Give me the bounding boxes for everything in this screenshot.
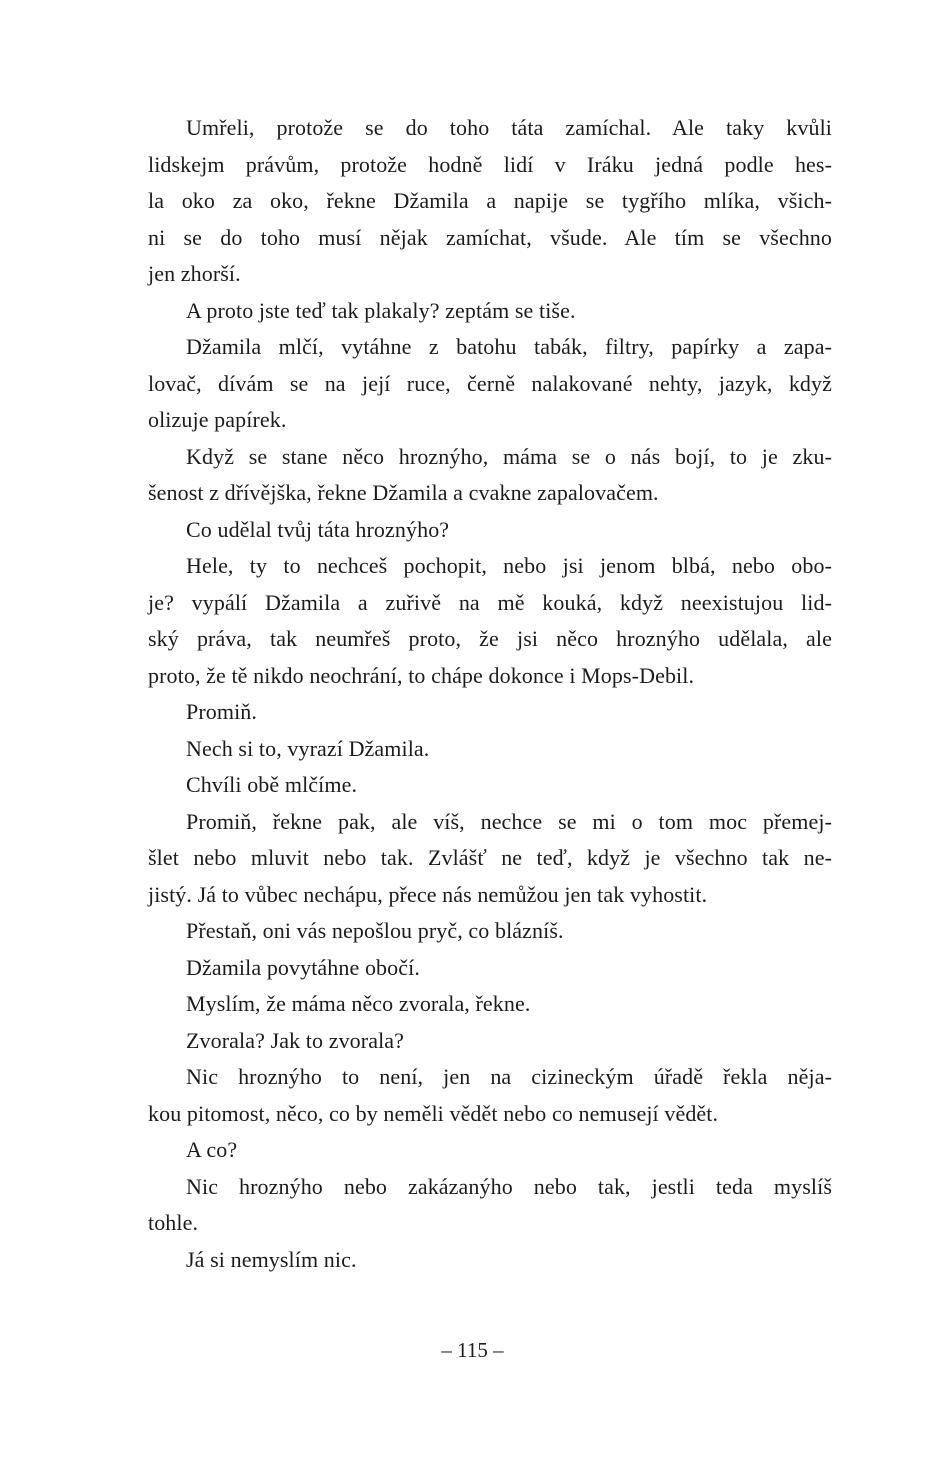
paragraph — [148, 731, 832, 768]
text-line: proto, že tě nikdo neochrání, to chápe dokonce i Mops-Debil. — [148, 662, 695, 688]
text-line: Nic hroznýho to není, jen na cizineckým úřadě řekla něja- — [186, 1064, 832, 1089]
text-line: Nic hroznýho nebo zakázanýho nebo tak, jestli teda myslíš — [186, 1173, 832, 1199]
text-line: lidskejm právům, protože hodně lidí v Iráku jedná podle hes- — [148, 151, 832, 177]
text-line: Promiň, řekne pak, ale víš, nechce se mi o tom moc přemej- — [186, 808, 832, 834]
text-line: olizuje papírek. — [148, 407, 287, 432]
page-number: – 115 – — [441, 1338, 504, 1362]
text-line: Zvorala? Jak to zvorala? — [186, 1027, 405, 1053]
text-line: ský práva, tak neumřeš proto, že jsi něco hroznýho udělala, ale — [148, 626, 832, 651]
text-line: Umřeli, protože se do toho táta zamíchal. Ale taky kvůli — [186, 115, 832, 140]
paragraph — [148, 913, 832, 950]
text-line: Nech si to, vyrazí Džamila. — [186, 735, 430, 761]
paragraph — [148, 694, 832, 731]
paragraph — [148, 950, 832, 987]
text-line: tohle. — [148, 1210, 199, 1235]
paragraph — [148, 293, 832, 330]
text-line: Hele, ty to nechceš pochopit, nebo jsi jenom blbá, nebo obo- — [186, 553, 832, 578]
paragraph — [148, 767, 832, 804]
text-line: Promiň. — [186, 699, 257, 724]
text-line: lovač, dívám se na její ruce, černě nalakované nehty, jazyk, když — [148, 370, 832, 396]
text-line: jistý. Já to vůbec nechápu, přece nás nemůžou jen tak vyhostit. — [148, 881, 708, 907]
paragraph — [148, 1132, 832, 1169]
paragraph — [148, 439, 832, 512]
paragraph — [148, 1242, 832, 1279]
text-line: Džamila mlčí, vytáhne z batohu tabák, filtry, papírky a zapa- — [186, 334, 832, 359]
text-line: je? vypálí Džamila a zuřivě na mě kouká, když neexistujou lid- — [148, 589, 832, 615]
paragraph — [148, 110, 832, 293]
text-line: la oko za oko, řekne Džamila a napije se tygřího mlíka, všich- — [148, 188, 832, 213]
text-line: Džamila povytáhne obočí. — [186, 954, 420, 980]
text-line: šenost z dřívějška, řekne Džamila a cvakne zapalovačem. — [148, 480, 659, 505]
paragraph — [148, 512, 832, 549]
text-line: A co? — [186, 1137, 238, 1162]
paragraph — [148, 1059, 832, 1132]
text-line: Když se stane něco hroznýho, máma se o nás bojí, to je zku- — [186, 443, 832, 469]
text-line: jen zhorší. — [148, 261, 241, 286]
text-line: Přestaň, oni vás nepošlou pryč, co blázníš. — [186, 918, 564, 943]
paragraph — [148, 804, 832, 914]
paragraph — [148, 548, 832, 694]
text-line: Chvíli obě mlčíme. — [186, 772, 358, 797]
text-line: Co udělal tvůj táta hroznýho? — [186, 516, 450, 542]
paragraph — [148, 1023, 832, 1060]
paragraph — [148, 1169, 832, 1242]
text-line: Myslím, že máma něco zvorala, řekne. — [186, 991, 531, 1016]
text-line: ni se do toho musí nějak zamíchat, všude. Ale tím se všechno — [148, 224, 832, 250]
text-line: kou pitomost, něco, co by neměli vědět nebo co nemusejí vědět. — [148, 1100, 719, 1126]
paragraph — [148, 986, 832, 1023]
paragraph — [148, 329, 832, 439]
text-line: A proto jste teď tak plakaly? zeptám se tiše. — [186, 297, 576, 323]
text-line: šlet nebo mluvit nebo tak. Zvlášť ne teď, když je všechno tak ne- — [148, 845, 832, 870]
text-line: Já si nemyslím nic. — [186, 1246, 357, 1272]
text-block — [148, 110, 832, 1278]
